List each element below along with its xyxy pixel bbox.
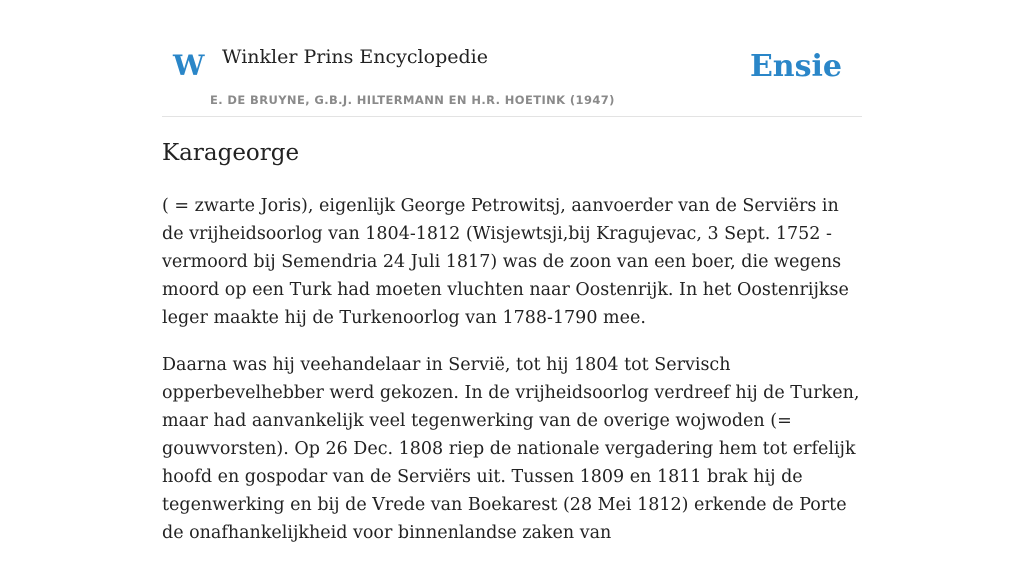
article-paragraph: ( = zwarte Joris), eigenlijk George Petrowitsj, aanvoerder van de Serviërs in de vrijheidsoorlog van 1804-1812 (Wisjewtsji,bij Kragujevac, 3 Sept. 1752 - vermoord bij Semendria 24 Juli 1817) was de zoon van een boer, die wegens moord op een Turk had moeten vluchten naar Oostenrijk. In het Oostenrijkse leger maakte hij de Turkenoorlog van 1788-1790 mee. xyxy=(162,196,849,328)
article-title: Karageorge xyxy=(162,140,300,166)
ensie-logo[interactable]: Ensie xyxy=(749,49,842,84)
article-paragraph: Daarna was hij veehandelaar in Servië, tot hij 1804 tot Servisch opperbevelhebber werd gekozen. In de vrijheidsoorlog verdreef hij de Turken, maar had aanvankelijk veel tegenwerking van de overige wojwoden (= gouwvorsten). Op 26 Dec. 1808 riep de nationale vergadering hem tot erfelijk hoofd en gospodar van de Serviërs uit. Tussen 1809 en 1811 brak hij de tegenwerking en bij de Vrede van Boekarest (28 Mei 1812) erkende de Porte de onafhankelijkheid voor binnenlandse zaken van xyxy=(162,355,860,543)
publication-authors: E. DE BRUYNE, G.B.J. HILTERMANN EN H.R. HOETINK (1947) xyxy=(210,93,615,107)
publication-title[interactable]: Winkler Prins Encyclopedie xyxy=(222,46,488,68)
winkler-prins-logo[interactable]: W xyxy=(173,49,205,82)
site-header xyxy=(162,0,862,117)
article-body xyxy=(162,192,862,566)
